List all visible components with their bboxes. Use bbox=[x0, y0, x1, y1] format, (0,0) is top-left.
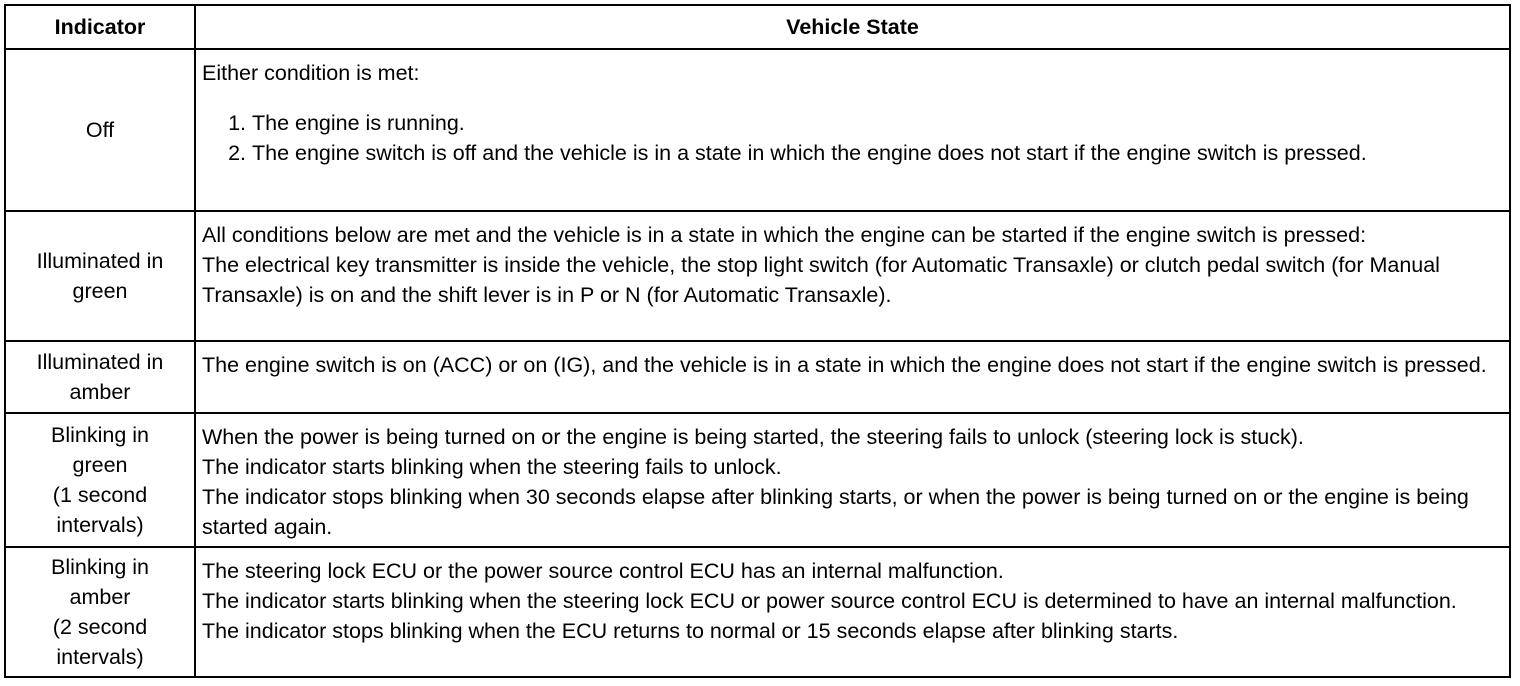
state-intro: Either condition is met: bbox=[202, 61, 420, 85]
header-indicator: Indicator bbox=[5, 5, 195, 49]
indicator-label: Illuminated in bbox=[36, 249, 164, 273]
vehicle-state-cell bbox=[195, 211, 1510, 341]
header-vehicle-state: Vehicle State bbox=[195, 5, 1510, 49]
indicator-table-document bbox=[4, 4, 1511, 678]
indicator-cell bbox=[5, 413, 195, 547]
indicator-cell bbox=[5, 547, 195, 677]
indicator-label: intervals) bbox=[56, 645, 144, 669]
indicator-label: intervals) bbox=[56, 513, 144, 537]
indicator-cell bbox=[5, 211, 195, 341]
indicator-label: green bbox=[72, 453, 128, 477]
indicator-label: Illuminated in bbox=[36, 350, 164, 374]
state-text: The electrical key transmitter is inside the vehicle, the stop light switch (for Automatic Transaxle) or clutch pedal switch (for Manual Transaxle) is on and the shift lever is in P or N (for Automatic Transaxle). bbox=[202, 253, 1440, 307]
indicator-label: amber bbox=[69, 585, 131, 609]
state-text: The steering lock ECU or the power source control ECU has an internal malfunction. bbox=[202, 559, 1004, 583]
table-row-blinking-amber bbox=[5, 547, 1510, 677]
indicator-label: Off bbox=[85, 118, 115, 142]
indicator-label: Blinking in bbox=[51, 555, 149, 579]
indicator-label: green bbox=[72, 279, 128, 303]
indicator-state-table bbox=[4, 4, 1511, 678]
table-row-illuminated-amber bbox=[5, 341, 1510, 413]
state-text: All conditions below are met and the vehicle is in a state in which the engine can be started if the engine switch is pressed: bbox=[202, 223, 1367, 247]
indicator-cell bbox=[5, 49, 195, 211]
condition-list bbox=[202, 108, 1503, 168]
list-item: 1. The engine is running. bbox=[252, 108, 1503, 138]
vehicle-state-cell bbox=[195, 413, 1510, 547]
vehicle-state-cell bbox=[195, 547, 1510, 677]
state-text: The indicator stops blinking when the ECU returns to normal or 15 seconds elapse after blinking starts. bbox=[202, 619, 1179, 643]
state-text: When the power is being turned on or the engine is being started, the steering fails to unlock (steering lock is stuck). bbox=[202, 425, 1304, 449]
state-text: The indicator starts blinking when the steering fails to unlock. bbox=[202, 455, 782, 479]
vehicle-state-cell bbox=[195, 49, 1510, 211]
indicator-cell bbox=[5, 341, 195, 413]
vehicle-state-cell bbox=[195, 341, 1510, 413]
table-row-blinking-green bbox=[5, 413, 1510, 547]
state-text: The indicator starts blinking when the steering lock ECU or power source control ECU is determined to have an internal malfunction. bbox=[202, 589, 1457, 613]
indicator-label: Blinking in bbox=[51, 423, 149, 447]
indicator-label: (1 second bbox=[52, 483, 148, 507]
indicator-label: amber bbox=[69, 380, 131, 404]
state-text: The indicator stops blinking when 30 seconds elapse after blinking starts, or when the power is being turned on or the engine is being started again. bbox=[202, 485, 1469, 539]
table-row-illuminated-green bbox=[5, 211, 1510, 341]
table-header-row bbox=[5, 5, 1510, 49]
list-item: 2. The engine switch is off and the vehicle is in a state in which the engine does not start if the engine switch is pressed. bbox=[252, 138, 1503, 168]
table-row-off bbox=[5, 49, 1510, 211]
indicator-label: (2 second bbox=[52, 615, 148, 639]
state-text: The engine switch is on (ACC) or on (IG), and the vehicle is in a state in which the engine does not start if the engine switch is pressed. bbox=[202, 353, 1487, 377]
